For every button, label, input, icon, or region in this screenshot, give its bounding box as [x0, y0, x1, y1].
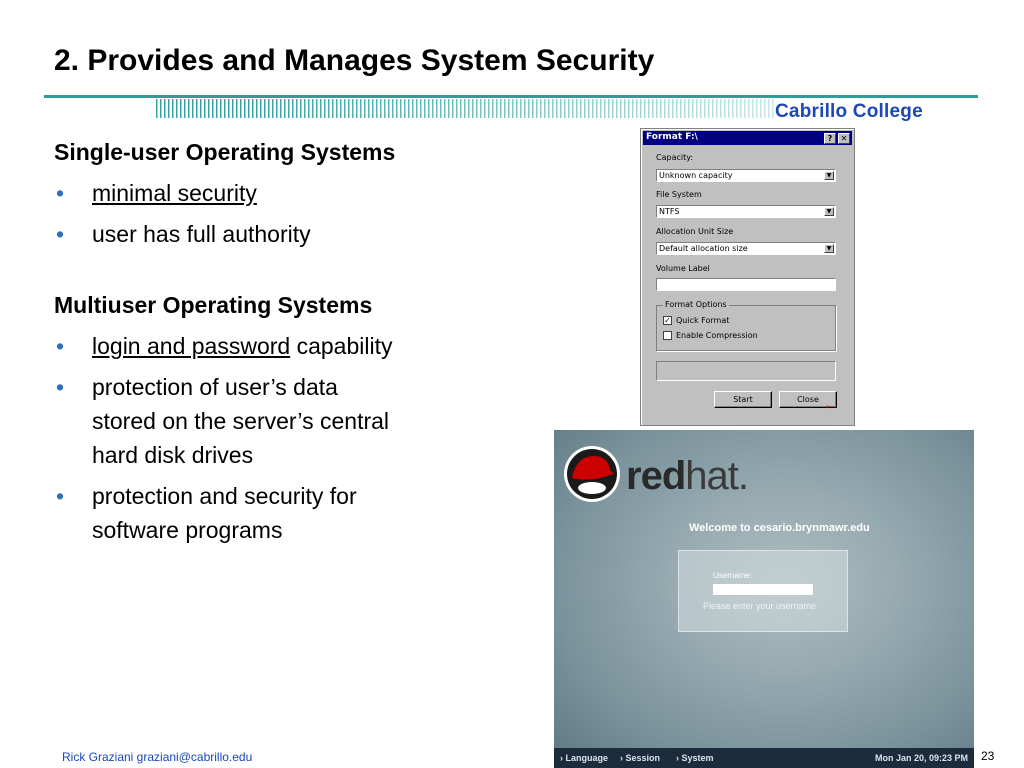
help-button[interactable]: ?	[824, 133, 836, 144]
bullet-dot: •	[56, 221, 65, 247]
volume-input[interactable]	[656, 278, 836, 291]
login-taskbar	[554, 748, 974, 768]
bullet-dot: •	[56, 333, 65, 359]
bullet-dot: •	[56, 180, 65, 206]
start-button-label: Start	[733, 395, 753, 404]
bullet-text: user has full authority	[92, 221, 311, 247]
bullet-dot: •	[56, 374, 65, 400]
compression-checkbox[interactable]	[663, 331, 758, 340]
alloc-value: Default allocation size	[659, 244, 748, 253]
format-progress-bar	[656, 361, 836, 381]
quick-format-checkbox[interactable]	[663, 316, 729, 325]
dialog-titlebar	[643, 131, 852, 145]
page-number: 23	[981, 749, 995, 763]
welcome-message: Welcome to cesario.brynmawr.edu	[689, 522, 870, 534]
redhat-shadowman-icon	[562, 444, 622, 504]
bullet-line: stored on the server’s central	[92, 408, 390, 434]
username-prompt: Please enter your username	[703, 601, 817, 611]
arrow-left-icon: ←	[823, 396, 837, 412]
bullet-line: protection of user’s data	[92, 374, 338, 400]
footer-author: Rick Graziani graziani@cabrillo.edu	[62, 750, 253, 764]
bullet-dot: •	[56, 483, 65, 509]
bullet-item	[54, 329, 524, 363]
format-options-group	[656, 300, 836, 351]
system-menu[interactable]: › System	[676, 753, 714, 763]
bullet-line: software programs	[92, 517, 283, 543]
bullet-item	[54, 479, 524, 547]
capacity-value: Unknown capacity	[659, 171, 733, 180]
format-dialog-screenshot	[640, 128, 855, 426]
compression-label: Enable Compression	[676, 331, 758, 340]
bullet-item	[54, 217, 524, 251]
bullet-item	[54, 370, 524, 472]
close-button-label: Close	[797, 395, 819, 404]
filesystem-value: NTFS	[659, 207, 680, 216]
redhat-wordmark	[626, 454, 748, 499]
redhat-wordmark-bold: red	[626, 454, 686, 498]
volume-label: Volume Label	[656, 264, 710, 273]
capacity-label: Capacity:	[656, 153, 694, 162]
multiuser-heading: Multiuser Operating Systems	[54, 292, 373, 318]
bullet-item	[54, 176, 524, 210]
redhat-login-photo	[554, 430, 974, 768]
session-menu[interactable]: › Session	[620, 753, 661, 763]
clock: Mon Jan 20, 09:23 PM	[874, 753, 968, 763]
capacity-select[interactable]	[656, 169, 836, 182]
chevron-down-icon: ▼	[824, 171, 834, 180]
bullet-line: protection and security for	[92, 483, 357, 509]
single-user-heading: Single-user Operating Systems	[54, 139, 396, 165]
slide-title: 2. Provides and Manages System Security	[54, 44, 655, 77]
slide-content	[54, 138, 524, 554]
filesystem-select[interactable]	[656, 205, 836, 218]
username-input[interactable]	[713, 584, 813, 595]
chevron-down-icon: ▼	[824, 244, 834, 253]
format-options-title: Format Options	[665, 300, 727, 309]
quick-format-label: Quick Format	[676, 316, 730, 325]
login-box	[678, 550, 848, 632]
checkbox-checked-icon: ✓	[664, 316, 671, 325]
chevron-down-icon: ▼	[824, 207, 834, 216]
bullet-text-underlined: login and password	[92, 333, 291, 359]
bullet-text: capability	[290, 333, 393, 359]
checkbox-unchecked-icon	[663, 331, 672, 340]
filesystem-label: File System	[656, 190, 702, 199]
redhat-wordmark-thin: hat.	[685, 454, 748, 498]
college-logo-text: Cabrillo College	[775, 101, 923, 122]
bullet-text-underlined: minimal security	[92, 180, 257, 206]
dialog-title: Format F:\	[646, 132, 698, 142]
language-menu[interactable]: › Language	[560, 753, 609, 763]
alloc-select[interactable]	[656, 242, 836, 255]
start-button[interactable]	[714, 391, 772, 408]
username-label: Username:	[713, 571, 753, 580]
bullet-line: hard disk drives	[92, 442, 254, 468]
close-icon[interactable]: ✕	[838, 133, 850, 144]
alloc-label: Allocation Unit Size	[656, 227, 734, 236]
